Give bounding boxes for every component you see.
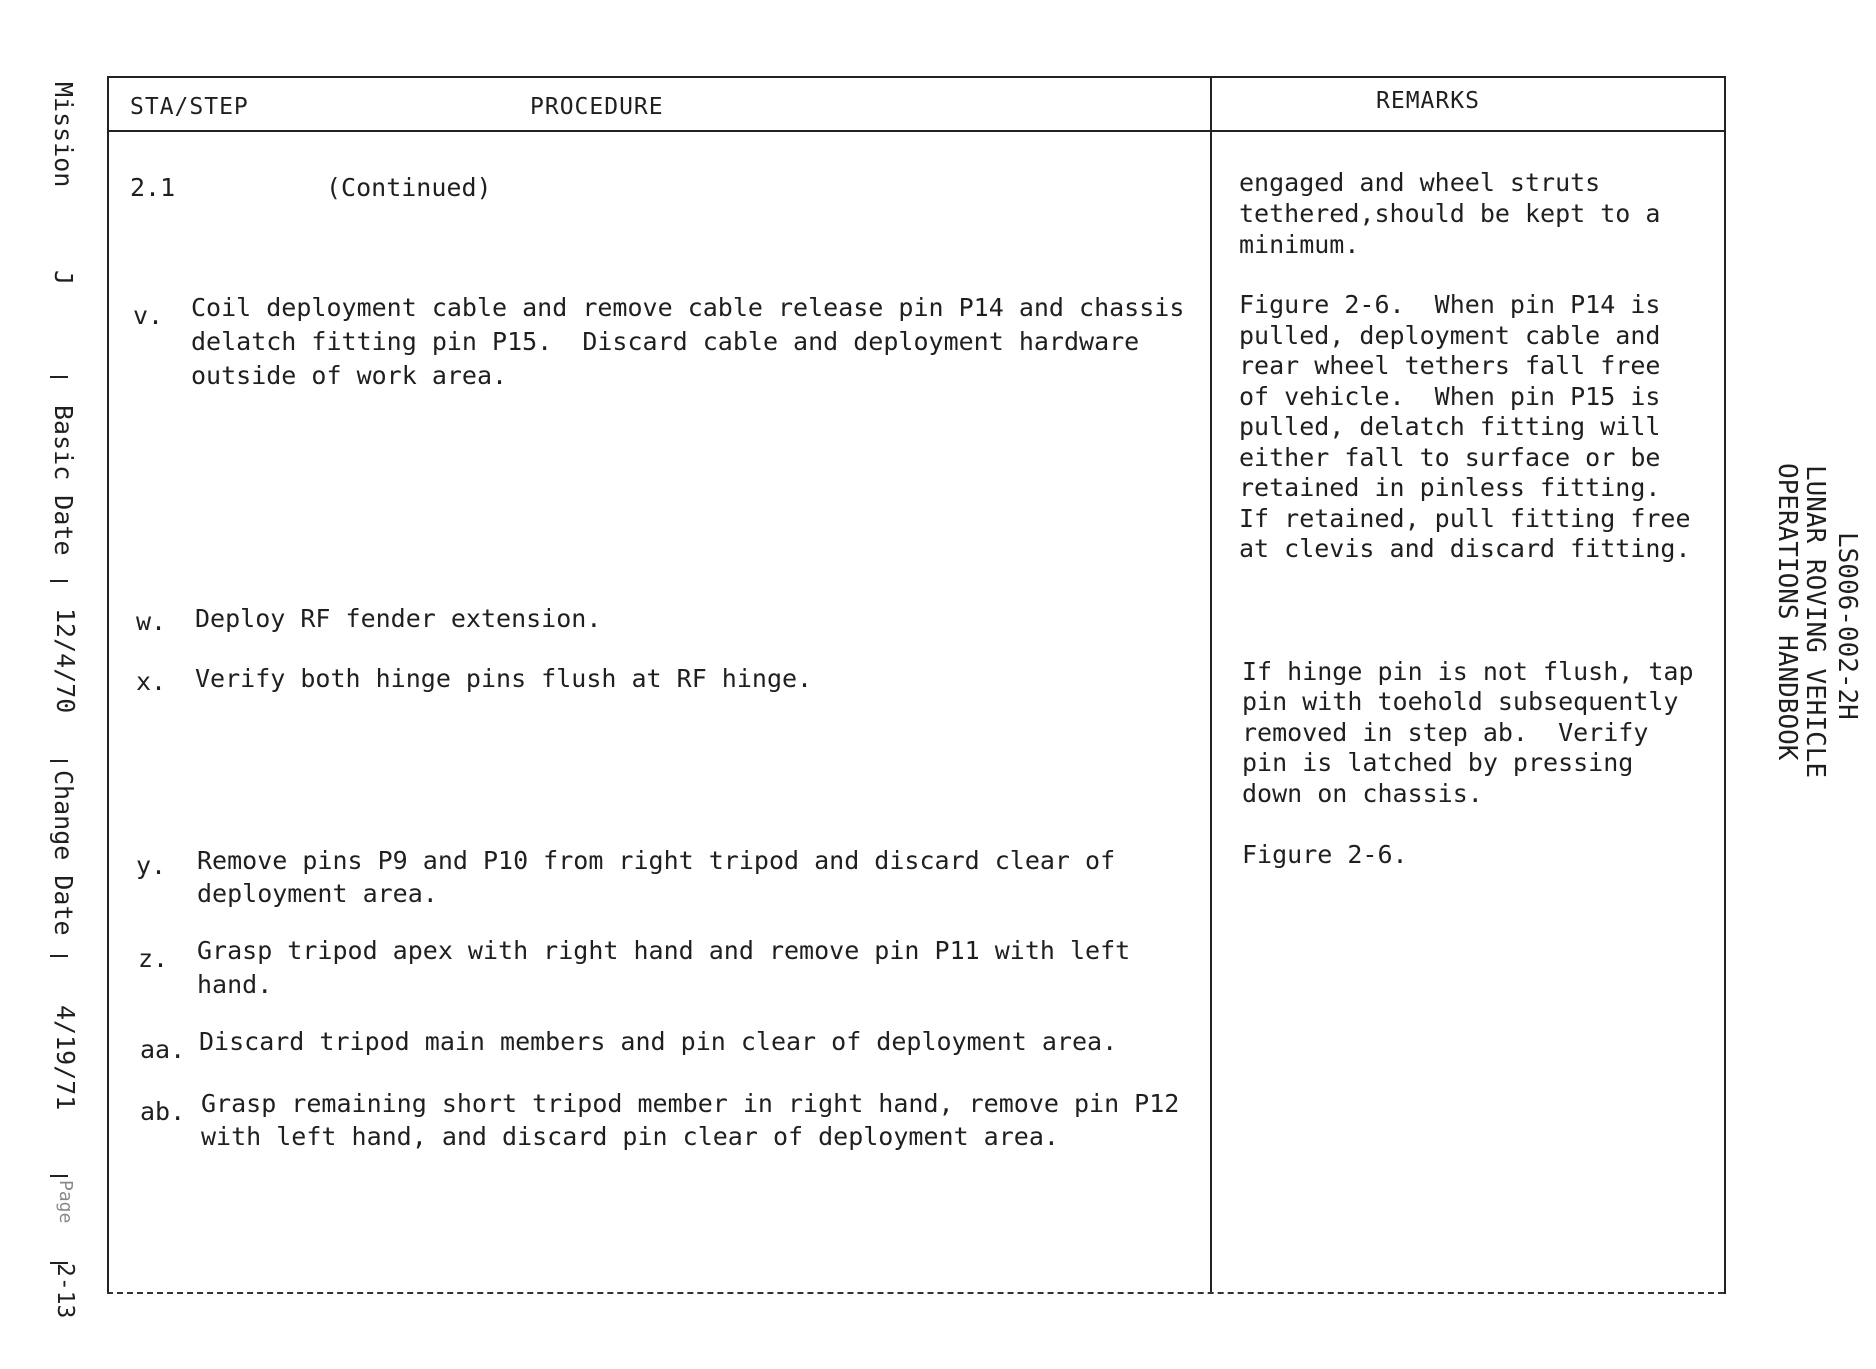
step-line: outside of work area.: [191, 361, 508, 390]
remark-line: Figure 2-6. When pin P14 is: [1239, 290, 1661, 319]
step-line: delatch fitting pin P15. Discard cable and deployment hardware: [191, 327, 1140, 356]
margin-rule: [50, 1175, 68, 1177]
step-mark: aa.: [140, 1035, 186, 1064]
document-title-line1: LUNAR ROVING VEHICLE: [1800, 465, 1830, 779]
margin-mission-value: J: [49, 270, 78, 286]
margin-rule: [50, 376, 68, 378]
remark-line: pulled, delatch fitting will: [1239, 412, 1661, 441]
header-sta-step: STA/STEP: [130, 94, 249, 120]
step-line: Coil deployment cable and remove cable release pin P14 and chassis: [191, 293, 1185, 322]
header-remarks: REMARKS: [1376, 88, 1480, 114]
remark-line: If hinge pin is not flush, tap: [1242, 657, 1694, 686]
margin-change-date-value: 4/19/71: [51, 1005, 80, 1111]
margin-rule: [50, 580, 68, 582]
step-number: 2.1: [130, 173, 176, 202]
remark-line: If retained, pull fitting free: [1239, 504, 1691, 533]
margin-page-label: Page: [55, 1180, 76, 1224]
remark-line: pulled, deployment cable and: [1239, 321, 1661, 350]
remark-line: removed in step ab. Verify: [1242, 718, 1649, 747]
remark-line: rear wheel tethers fall free: [1239, 351, 1661, 380]
remark-line: minimum.: [1239, 230, 1360, 259]
margin-mission-label: Mission: [49, 82, 78, 188]
step-line: Remove pins P9 and P10 from right tripod and discard clear of: [197, 846, 1116, 875]
margin-page-value: 2-13: [52, 1263, 78, 1319]
margin-change-date-label: Change Date: [49, 770, 78, 936]
margin-rule: [50, 760, 68, 762]
step-mark: v.: [133, 301, 164, 330]
step-line: hand.: [197, 970, 273, 999]
remark-line: tethered,should be kept to a: [1239, 199, 1661, 228]
step-continued: (Continued): [326, 173, 492, 202]
remark-line: engaged and wheel struts: [1239, 168, 1601, 197]
step-mark: w.: [136, 607, 167, 636]
remark-line: pin is latched by pressing: [1242, 748, 1634, 777]
remark-line: pin with toehold subsequently: [1242, 687, 1679, 716]
margin-basic-date-label: Basic Date: [49, 405, 78, 556]
remark-line: either fall to surface or be: [1239, 443, 1661, 472]
header-procedure: PROCEDURE: [530, 94, 664, 120]
step-line: Discard tripod main members and pin clear of deployment area.: [199, 1027, 1118, 1056]
margin-rule: [50, 955, 68, 957]
document-number: LS006-002-2H: [1832, 532, 1862, 720]
remark-line: at clevis and discard fitting.: [1239, 534, 1691, 563]
remark-line: retained in pinless fitting.: [1239, 473, 1661, 502]
step-line: Verify both hinge pins flush at RF hinge.: [195, 664, 813, 693]
margin-basic-date-value: 12/4/70: [51, 608, 80, 714]
remark-line: Figure 2-6.: [1242, 840, 1408, 869]
step-mark: z.: [138, 944, 169, 973]
header-rule: [107, 130, 1724, 132]
step-line: Grasp remaining short tripod member in right hand, remove pin P12: [201, 1089, 1180, 1118]
remark-line: of vehicle. When pin P15 is: [1239, 382, 1661, 411]
step-mark: ab.: [140, 1097, 186, 1126]
step-mark: y.: [136, 851, 167, 880]
step-line: Deploy RF fender extension.: [195, 604, 602, 633]
step-line: deployment area.: [197, 879, 438, 908]
step-line: Grasp tripod apex with right hand and remove pin P11 with left: [197, 936, 1131, 965]
bottom-rule: [107, 1292, 1724, 1294]
step-mark: x.: [136, 667, 167, 696]
column-divider: [1210, 76, 1212, 1292]
step-line: with left hand, and discard pin clear of deployment area.: [201, 1122, 1059, 1151]
remark-line: down on chassis.: [1242, 779, 1483, 808]
document-title-line2: OPERATIONS HANDBOOK: [1772, 463, 1802, 761]
